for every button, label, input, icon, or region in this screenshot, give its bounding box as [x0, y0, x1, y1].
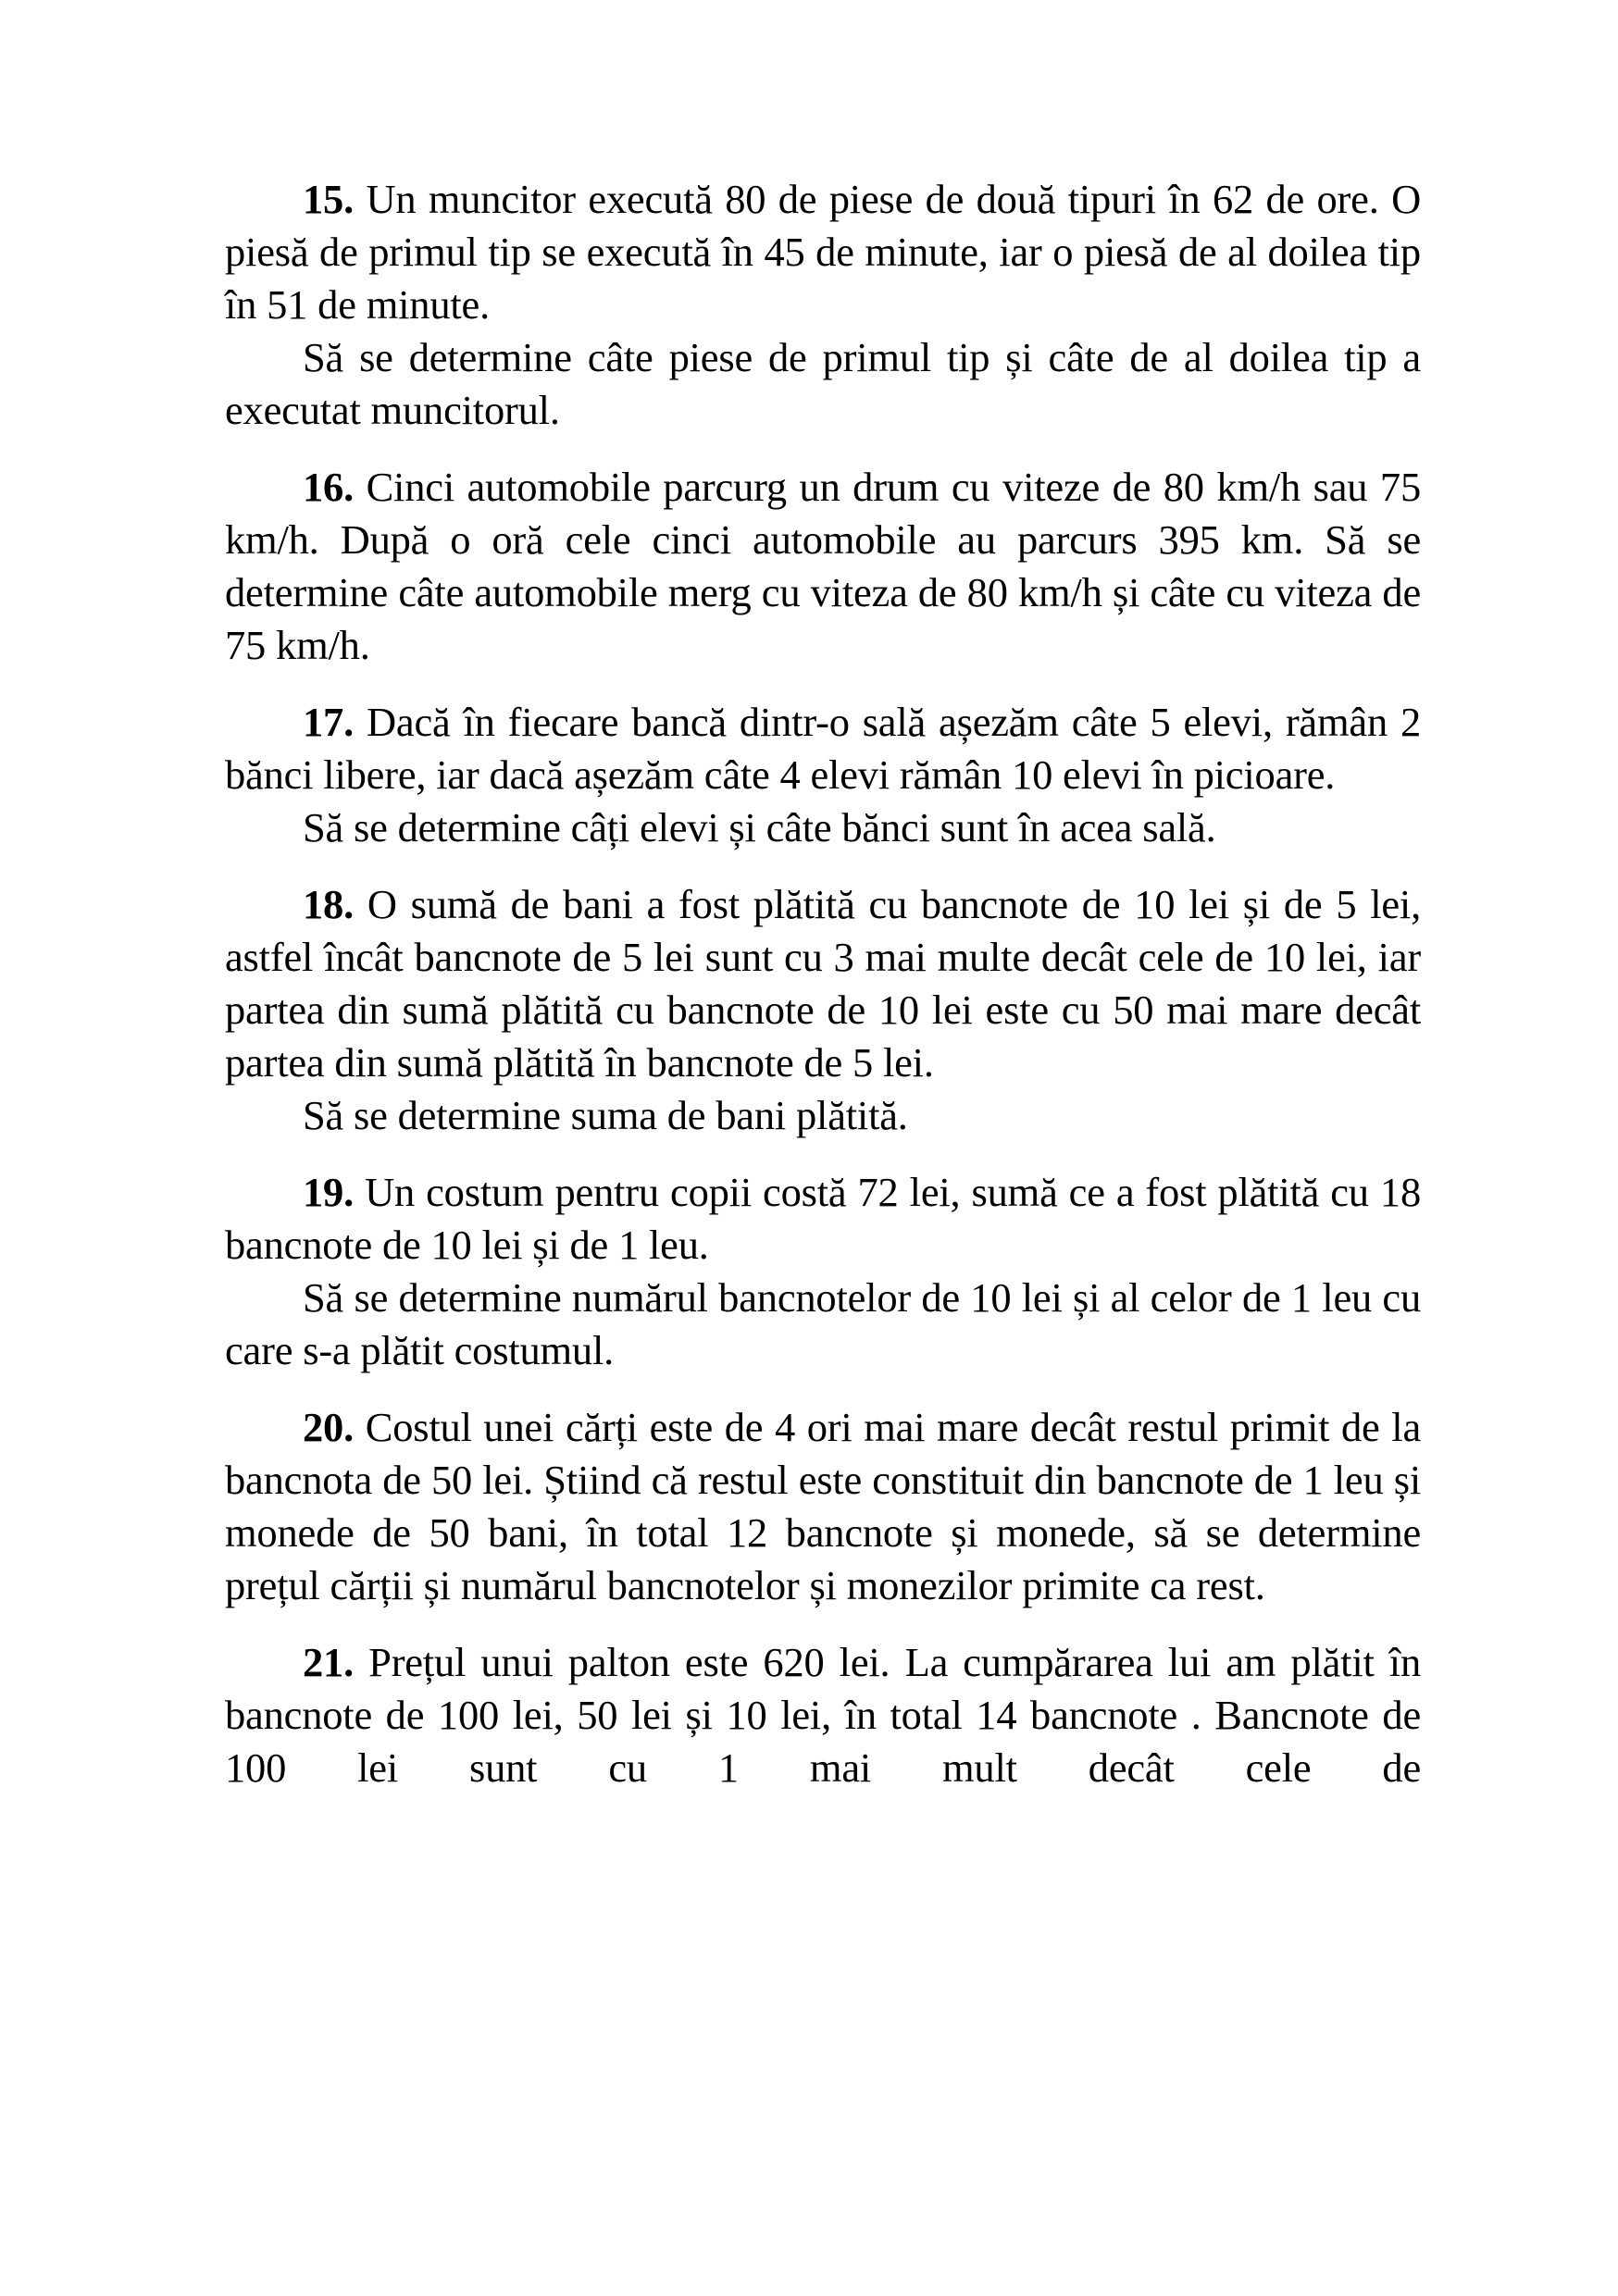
problem-text: Costul unei cărți este de 4 ori mai mare decât restul primit de la bancnota de 50 lei. Știind că restul este constituit din bancnote de 1 leu și monede de 50 bani, în total 12 bancnote și monede, să se determine prețul cărții și numărul bancnotelor și monezilor primite ca rest. — [225, 1404, 1421, 1608]
problem-number: 17. — [303, 699, 355, 745]
problem-statement — [225, 1401, 1421, 1612]
problem-21 — [225, 1636, 1421, 1794]
problem-statement — [225, 878, 1421, 1089]
problem-statement — [225, 1166, 1421, 1272]
problem-18 — [225, 878, 1421, 1142]
document-page — [225, 173, 1421, 1818]
problem-text: O sumă de bani a fost plătită cu bancnote de 10 lei și de 5 lei, astfel încât bancnote de 5 lei sunt cu 3 mai multe decât cele de 10 lei, iar partea din sumă plătită cu bancnote de 10 lei este cu 50 mai mare decât partea din sumă plătită în bancnote de 5 lei. — [225, 881, 1421, 1086]
problem-question — [225, 1089, 1421, 1142]
problem-number: 20. — [303, 1404, 355, 1450]
problem-text: Cinci automobile parcurg un drum cu viteze de 80 km/h sau 75 km/h. După o oră cele cinci automobile au parcurs 395 km. Să se determine câte automobile merg cu viteza de 80 km/h și câte cu viteza de 75 km/h. — [225, 464, 1421, 668]
problem-statement — [225, 173, 1421, 331]
problem-text: Un costum pentru copii costă 72 lei, sumă ce a fost plătită cu 18 bancnote de 10 lei și de 1 leu. — [225, 1169, 1421, 1268]
question-text: Să se determine câți elevi și câte bănci sunt în acea sală. — [303, 804, 1216, 850]
problem-16 — [225, 461, 1421, 672]
problem-20 — [225, 1401, 1421, 1612]
problem-question — [225, 1272, 1421, 1377]
problem-text: Un muncitor execută 80 de piese de două tipuri în 62 de ore. O piesă de primul tip se execută în 45 de minute, iar o piesă de al doilea tip în 51 de minute. — [225, 176, 1421, 328]
problem-statement — [225, 1636, 1421, 1794]
problem-number: 19. — [303, 1169, 355, 1215]
problem-number: 15. — [303, 176, 355, 222]
problem-19 — [225, 1166, 1421, 1377]
problem-statement — [225, 696, 1421, 801]
question-text: Să se determine numărul bancnotelor de 10 lei și al celor de 1 leu cu care s-a plătit costumul. — [225, 1274, 1421, 1373]
problem-number: 21. — [303, 1639, 355, 1685]
problem-question — [225, 331, 1421, 437]
problem-text: Dacă în fiecare bancă dintr-o sală așezăm câte 5 elevi, rămân 2 bănci libere, iar dacă așezăm câte 4 elevi rămân 10 elevi în picioare. — [225, 699, 1421, 798]
question-text: Să se determine câte piese de primul tip și câte de al doilea tip a executat muncitorul. — [225, 334, 1421, 433]
problem-15 — [225, 173, 1421, 437]
problem-question — [225, 801, 1421, 854]
problem-number: 16. — [303, 464, 355, 510]
problem-statement — [225, 461, 1421, 672]
question-text: Să se determine suma de bani plătită. — [303, 1092, 908, 1138]
problem-text: Prețul unui palton este 620 lei. La cumpărarea lui am plătit în bancnote de 100 lei, 50 lei și 10 lei, în total 14 bancnote . Bancnote de 100 lei sunt cu 1 mai mult decât cele de — [225, 1639, 1421, 1791]
problem-number: 18. — [303, 881, 355, 927]
problem-17 — [225, 696, 1421, 854]
